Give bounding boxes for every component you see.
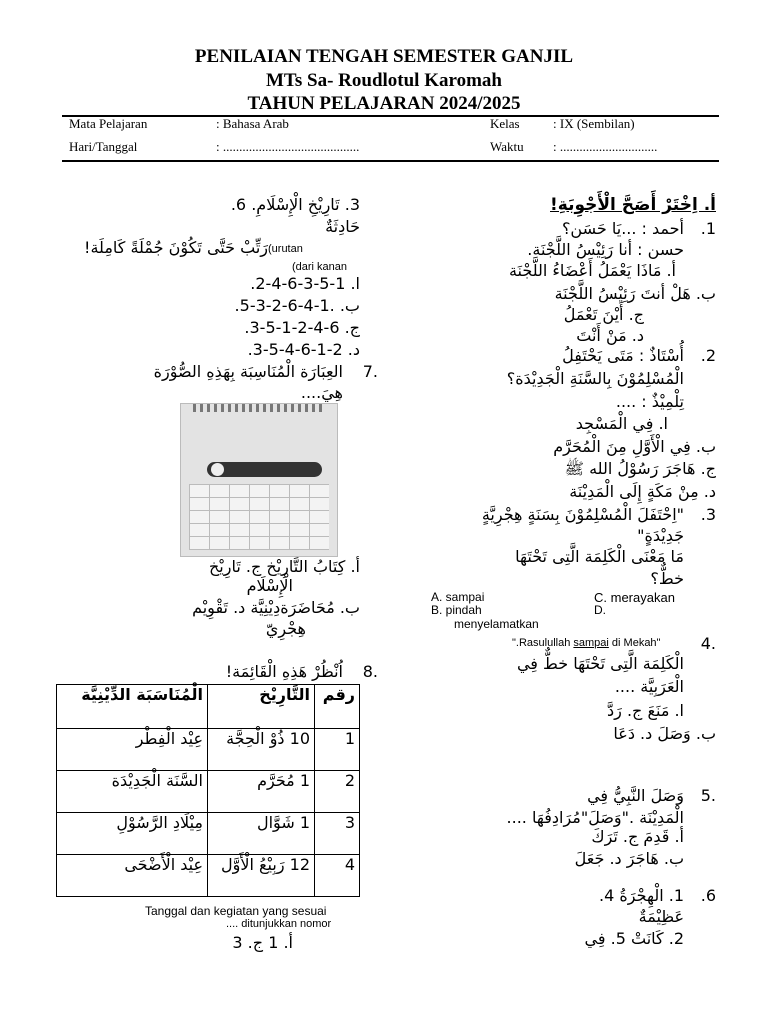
q7-options-ac: أ. كِتَابُ التَّارِيْخ ج. تَارِيْخ xyxy=(208,557,360,576)
order-instruction: رَتِّبْ حَتَّى تَكُوْنَ جُمْلَةً كَامِلَة! xyxy=(84,238,268,257)
table-cell-number: 2 xyxy=(315,771,360,813)
q3-line3: مَا مَعْنَى الْكَلِمَة الَّتِى تَحْتَهَا xyxy=(515,547,684,566)
q2-line1: أُسْتَاذٌ : مَتَى يَحْتَفِلُ xyxy=(562,346,684,365)
table-header-date: التَّارِيْخ xyxy=(208,685,315,729)
q6-line2: عَظِيْمَةٌ xyxy=(638,907,684,926)
table-cell-event: عِيْد الْأَضْحَى xyxy=(57,855,208,897)
q8-caption-2: .... ditunjukkan nomor xyxy=(226,918,332,930)
order-option-d: د. 2-1-6-4-5-3. xyxy=(247,340,360,359)
q3-option-c: C. merayakan xyxy=(594,590,675,605)
q3-line1: "اِحْتَفَلَ الْمُسْلِمُوْنَ بِسَنَةٍ هِجْرِيَّةٍ xyxy=(481,505,684,524)
q6-cont-line1: 3. تَارِيْخِ الْإِسْلَامِ. 6. xyxy=(230,195,360,214)
table-cell-event: السَّنَة الْجَدِيْدَة xyxy=(57,771,208,813)
q6-line1: 1. الْهِجْرَةُ 4. xyxy=(599,886,684,905)
q4-sentence: ".Rasulullah sampai di Mekah" xyxy=(512,637,661,649)
calendar-day xyxy=(211,463,224,476)
class-value: : IX (Sembilan) xyxy=(553,116,635,131)
table-cell-event: مِيْلَادِ الرَّسُوْلِ xyxy=(57,813,208,855)
table-header-event: الْمُنَاسَبَة الدِّيْنِيَّة xyxy=(57,685,208,729)
q2-option-c: ج. هَاجَرَ رَسُوْلُ الله ﷺ xyxy=(564,459,716,478)
table-row xyxy=(57,729,360,771)
q2-option-b: ب. فِي الْأَوَّلِ مِنَ الْمُحَرَّم xyxy=(553,437,716,456)
q8-table xyxy=(56,684,360,897)
q2-line2: الْمُسْلِمُوْنَ بِالسَّنَةِ الْجَدِيْدَة؟ xyxy=(506,369,684,388)
q4-line2: الْعَرَبِيَّة .... xyxy=(614,677,684,696)
subject-label: Mata Pelajaran xyxy=(69,116,148,131)
q8-title: اُنْظُرْ هَذِهِ الْقَائِمَة! xyxy=(225,662,343,681)
q1-option-d: د. مَنْ أَنْتَ xyxy=(576,326,644,345)
table-cell-date: 10 ذُوْ الْحِجَّة xyxy=(208,729,315,771)
q2-option-d: د. مِنْ مَكَةٍ إِلَى الْمَدِيْنَة xyxy=(569,482,716,501)
calendar-month-bar xyxy=(207,462,322,477)
table-cell-number: 3 xyxy=(315,813,360,855)
q6-number: 6. xyxy=(700,886,716,905)
header-bottom-rule xyxy=(62,160,719,162)
q7-line1: العِبَارَة الْمُنَاسِبَة بِهَذِهِ الصُّوْرَة xyxy=(153,362,343,381)
date-label: Hari/Tanggal xyxy=(69,139,138,154)
table-row xyxy=(57,813,360,855)
q2-line3: تِلْمِيْذٌ : .... xyxy=(615,392,684,411)
class-label: Kelas xyxy=(490,116,520,131)
q1-line1: أحمد : ...يَا حَسَن؟ xyxy=(561,219,684,238)
table-header-number: رقم xyxy=(315,685,360,729)
q3-option-b: B. pindah xyxy=(431,603,482,617)
table-row xyxy=(57,855,360,897)
q3-option-a: A. sampai xyxy=(431,590,485,604)
table-cell-date: 12 رَبِيْعُ الْأَوَّل xyxy=(208,855,315,897)
q1-option-a: أ. مَاذَا يَعْمَلُ أَعْضَاءُ اللَّجْنَة xyxy=(508,261,676,280)
q5-number: .5 xyxy=(700,786,716,805)
q5-line2: الْمَدِيْنَة ."وَصَلَ"مُرَادِفُهَا .... xyxy=(506,808,684,827)
q3-option-d-text: menyelamatkan xyxy=(454,617,539,631)
order-latin-1: (urutan xyxy=(268,243,303,255)
school-name: MTs Sa- Roudlotul Karomah xyxy=(266,70,502,91)
q5-options-ac: أ. قَدِمَ ج. تَرَكَ xyxy=(591,827,684,846)
table-row xyxy=(57,771,360,813)
q8-caption-1: Tanggal dan kegiatan yang sesuai xyxy=(145,904,327,918)
table-cell-number: 1 xyxy=(315,729,360,771)
q7-option-d-cont: هِجْرِيّ xyxy=(265,619,306,638)
time-label: Waktu xyxy=(490,139,524,154)
q1-number: 1. xyxy=(700,219,716,238)
order-option-a: ا. 1-5-3-6-4-2. xyxy=(250,274,360,293)
q3-number: 3. xyxy=(700,505,716,524)
q2-number: 2. xyxy=(700,346,716,365)
q3-line4: خطٌّ؟ xyxy=(650,569,684,588)
q1-option-c: ج. أَيْنَ تَعْمَلُ xyxy=(563,305,644,324)
calendar-grid xyxy=(189,484,329,550)
q5-options-bd: ب. هَاجَرَ د. جَعَلَ xyxy=(574,849,684,868)
table-cell-number: 4 xyxy=(315,855,360,897)
q6-cont-line2: حَادِثَةٌ xyxy=(325,217,360,236)
q4-number: .4 xyxy=(700,634,716,653)
table-header-row xyxy=(57,685,360,729)
time-value: : .............................. xyxy=(553,139,658,154)
table-cell-event: عِيْد الْفِطْر xyxy=(57,729,208,771)
q1-line2: حسن : أنا رَئِيْسُ اللَّجْنَة. xyxy=(527,240,684,259)
q3-line2: جَدِيْدَةٍ" xyxy=(637,526,684,545)
order-option-c: ج. 6-4-2-1-5-3. xyxy=(244,318,360,337)
q4-underlined-word: sampai xyxy=(573,637,609,649)
order-option-b: ب. .1-4-6-2-3-5. xyxy=(234,296,360,315)
exam-title: PENILAIAN TENGAH SEMESTER GANJIL xyxy=(194,46,574,67)
q3-option-d: D. xyxy=(594,603,606,617)
section-title: أ. اِخْتَرْ أَصَحَّ الْأَجْوِبَةِ! xyxy=(550,195,716,215)
q6-line3: 2. كَانَتْ 5. فِي xyxy=(584,929,684,948)
table-cell-date: 1 مُحَرَّم xyxy=(208,771,315,813)
q5-line1: وَصَلَ النَّبِيُّ فِي xyxy=(587,786,684,805)
date-value: : .......................................... xyxy=(216,139,360,154)
order-latin-2: (dari kanan xyxy=(292,261,348,273)
academic-year: TAHUN PELAJARAN 2024/2025 xyxy=(247,93,521,114)
q4-options-bd: ب. وَصَلَ د. دَعَا xyxy=(613,724,716,743)
calendar-image xyxy=(180,403,338,557)
q7-line2: هِيَ.... xyxy=(300,383,343,402)
table-cell-date: 1 شَوَّال xyxy=(208,813,315,855)
q8-number: .8 xyxy=(362,662,378,681)
q8-options: أ. 1 ج. 3 xyxy=(232,933,293,952)
q1-option-b: ب. هَلْ أنتَ رَئِيْسُ اللَّجْنَة xyxy=(554,284,716,303)
q7-number: .7 xyxy=(362,362,378,381)
q4-options-ac: ا. مَنَعَ ج. رَدَّ xyxy=(607,701,684,720)
q4-line1: الْكَلِمَة الَّتِى تَحْتَهَا خطٌّ فِي xyxy=(516,654,684,673)
q2-option-a: ا. فِي الْمَسْجِد xyxy=(575,414,668,433)
calendar-rings xyxy=(193,404,323,412)
q7-option-c-cont: الْإِسْلَام xyxy=(246,576,293,595)
q7-options-bd: ب. مُحَاضَرَةدِيْنِيَّة د. تَقْوِيْم xyxy=(192,598,360,617)
subject-value: : Bahasa Arab xyxy=(216,116,289,131)
